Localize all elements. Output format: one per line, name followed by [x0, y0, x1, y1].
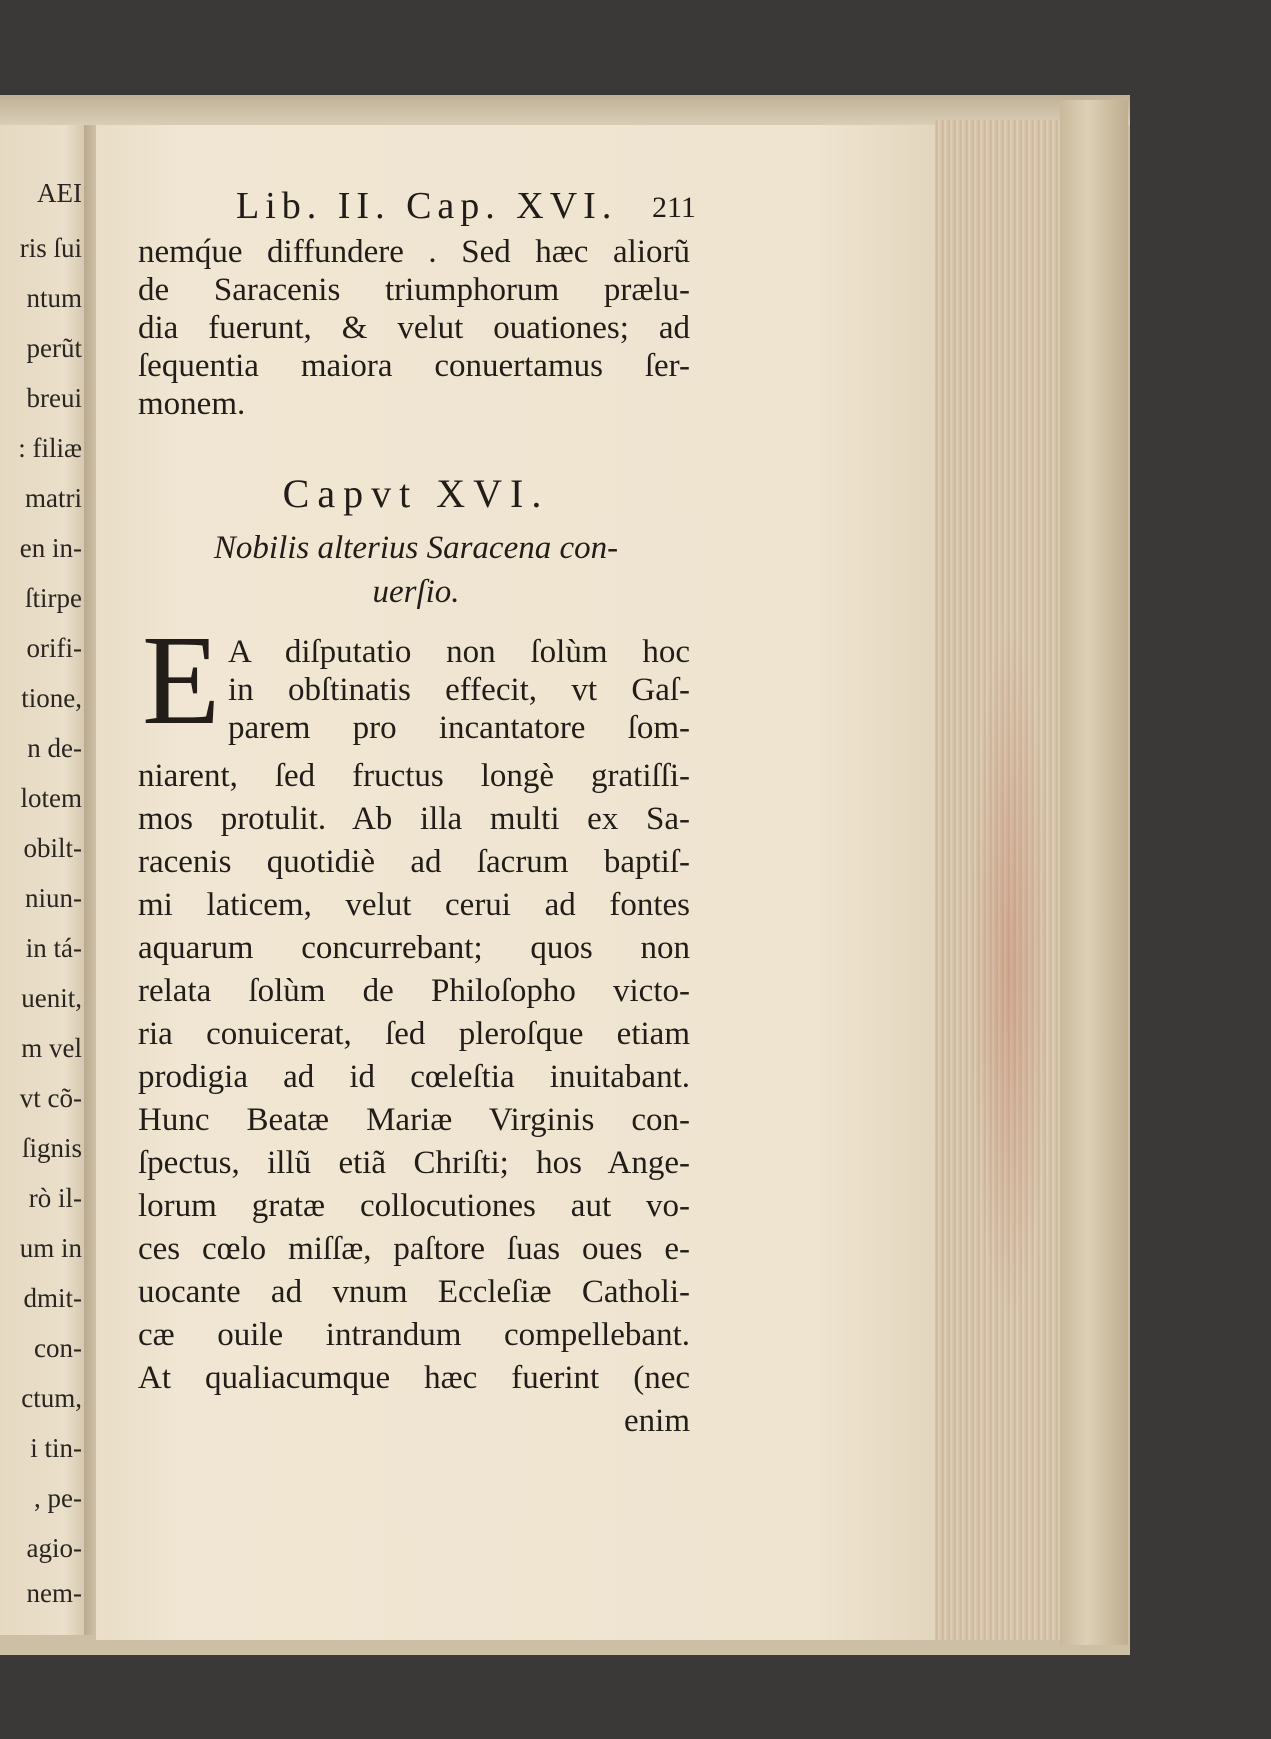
page-number: 211 — [652, 191, 696, 224]
left-page-fragment: m vel — [21, 1033, 82, 1063]
text-line: ria conuicerat, ſed pleroſque etiam — [138, 1016, 690, 1052]
chapter-heading: Capvt XVI. — [282, 471, 550, 516]
catchword: enim — [624, 1403, 690, 1439]
left-page-fragment: con- — [34, 1333, 82, 1363]
chapter-subtitle: uerſio. — [372, 574, 460, 610]
left-page-fragment: agio- — [26, 1533, 82, 1563]
left-page-fragment: : filiæ — [18, 433, 82, 463]
left-page-fragment: ctum, — [21, 1383, 82, 1413]
left-page-fragment: ntum — [26, 283, 82, 313]
left-page-fragment: rò il- — [28, 1183, 82, 1213]
text-line: niarent, ſed fructus longè gratiſſi- — [138, 758, 690, 794]
text-line: ces cœlo miſſæ, paſtore ſuas oues e- — [138, 1231, 690, 1267]
text-line: racenis quotidiè ad ſacrum baptiſ- — [138, 844, 690, 880]
edge-stain — [970, 620, 1050, 1320]
text-line: mos protulit. Ab illa multi ex Sa- — [138, 801, 690, 837]
drop-cap: E — [142, 609, 221, 751]
text-line: ſpectus, illũ etiã Chriſti; hos Ange- — [138, 1145, 690, 1181]
book-cover — [1060, 100, 1128, 1645]
text-line: monem. — [138, 386, 246, 422]
left-page-fragment: en in- — [19, 533, 82, 563]
text-line: de Saracenis triumphorum prælu- — [138, 272, 690, 308]
text-line: mi laticem, velut cerui ad fontes — [138, 887, 690, 923]
text-line: relata ſolùm de Philoſopho victo- — [138, 973, 690, 1009]
left-page — [0, 125, 92, 1635]
chapter-subtitle: Nobilis alterius Saracena con- — [213, 530, 619, 566]
left-page-fragment: ſtirpe — [25, 583, 82, 613]
text-line: nemq́ue diffundere . Sed hæc aliorũ — [138, 234, 690, 270]
text-line: Hunc Beatæ Mariæ Virginis con- — [138, 1102, 690, 1138]
left-page-fragment: obilt- — [23, 833, 82, 863]
left-page-fragment: matri — [25, 483, 82, 513]
left-page-fragment: AEI — [37, 178, 82, 208]
text-line: At qualiacumque hæc fuerint (nec — [138, 1360, 690, 1396]
left-page-fragment: uenit, — [21, 983, 82, 1013]
left-page-fragment: niun- — [25, 883, 82, 913]
left-page-fragment: , pe- — [34, 1483, 82, 1513]
left-page-fragment: nem- — [26, 1578, 82, 1608]
left-page-fragment: orifi- — [26, 633, 82, 663]
text-line: A diſputatio non ſolùm hoc — [228, 634, 690, 670]
left-page-fragment: ris ſui — [19, 233, 82, 263]
left-page-fragment: dmit- — [23, 1283, 82, 1313]
left-page-fragment: n de- — [27, 733, 82, 763]
text-line: uocante ad vnum Eccleſiæ Catholi- — [138, 1274, 690, 1310]
left-page-fragment: in tá- — [25, 933, 82, 963]
left-page-fragment: tione, — [21, 683, 82, 713]
running-head: Lib. II. Cap. XVI. — [236, 185, 618, 227]
left-page-fragment: ſignis — [21, 1133, 82, 1163]
left-page-fragment: vt cõ- — [19, 1083, 82, 1113]
text-line: aquarum concurrebant; quos non — [138, 930, 690, 966]
text-line: dia fuerunt, & velut ouationes; ad — [138, 310, 690, 346]
left-page-fragment: perũt — [26, 333, 82, 363]
left-page-fragment: i tin- — [30, 1433, 82, 1463]
left-page-fragment: lotem — [20, 783, 82, 813]
text-line: prodigia ad id cœleſtia inuitabant. — [138, 1059, 690, 1095]
text-line: cæ ouile intrandum compellebant. — [138, 1317, 690, 1353]
text-line: in obſtinatis effecit, vt Gaſ- — [228, 672, 690, 708]
left-page-fragment: breui — [26, 383, 82, 413]
text-line: lorum gratæ collocutiones aut vo- — [138, 1188, 690, 1224]
text-line: ſequentia maiora conuertamus ſer- — [138, 348, 690, 384]
text-line: parem pro incantatore ſom- — [228, 710, 690, 746]
left-page-fragment: um in — [19, 1233, 82, 1263]
